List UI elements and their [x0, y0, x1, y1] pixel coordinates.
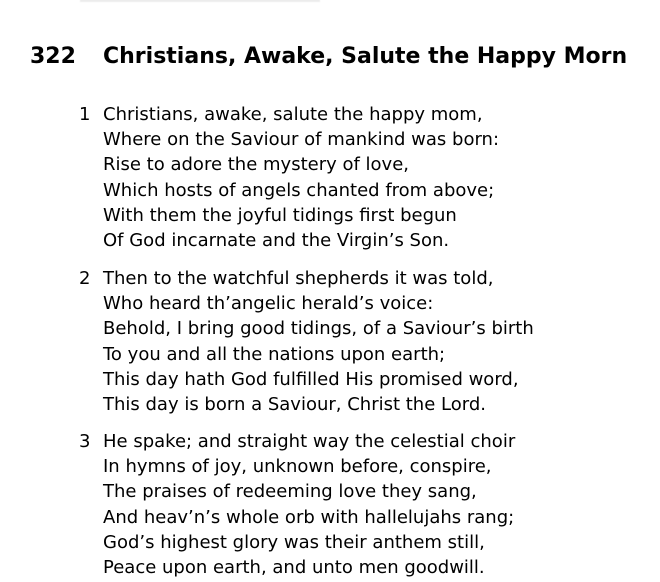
verse-line: And heav’n’s whole orb with hallelujahs rang;: [103, 506, 515, 528]
clipped-previous-text: [80, 0, 320, 2]
verse-line: Peace upon earth, and unto men goodwill.: [103, 557, 485, 579]
verse-line: With them the joyful tidings first begun: [103, 204, 457, 226]
verse-lines: [103, 429, 515, 580]
verse-line: Rise to adore the mystery of love,: [103, 154, 410, 176]
verse-lines: [103, 102, 499, 253]
verse-line: In hymns of joy, unknown before, conspire,: [103, 456, 492, 478]
verse-line: Of God incarnate and the Virgin’s Son.: [103, 230, 450, 252]
verse-line: God’s highest glory was their anthem still,: [103, 531, 485, 553]
verse-line: This day is born a Saviour, Christ the Lord.: [103, 394, 486, 416]
verse-lines: [103, 266, 534, 417]
verse-line: Who heard th’angelic herald’s voice:: [103, 293, 434, 315]
verse-line: This day hath God fulfilled His promised word,: [103, 368, 519, 390]
verse-line: The praises of redeeming love they sang,: [103, 481, 477, 503]
verse-number: 3: [79, 431, 91, 452]
verse-line: Behold, I bring good tidings, of a Saviour’s birth: [103, 318, 534, 340]
verse-line: Which hosts of angels chanted from above;: [103, 179, 495, 201]
verse-number: 2: [79, 268, 91, 289]
hymn-title: Christians, Awake, Salute the Happy Morn: [103, 44, 628, 69]
verse-line: Christians, awake, salute the happy mom,: [103, 104, 483, 125]
verse-line: Where on the Saviour of mankind was born:: [103, 129, 500, 151]
verse-line: To you and all the nations upon earth;: [103, 343, 446, 365]
hymn-number: 322: [30, 44, 76, 69]
verse-number: 1: [79, 104, 91, 125]
hymn-header: [30, 40, 650, 74]
verse-line: Then to the watchful shepherds it was told,: [103, 268, 494, 289]
verse-line: He spake; and straight way the celestial choir: [103, 431, 516, 452]
